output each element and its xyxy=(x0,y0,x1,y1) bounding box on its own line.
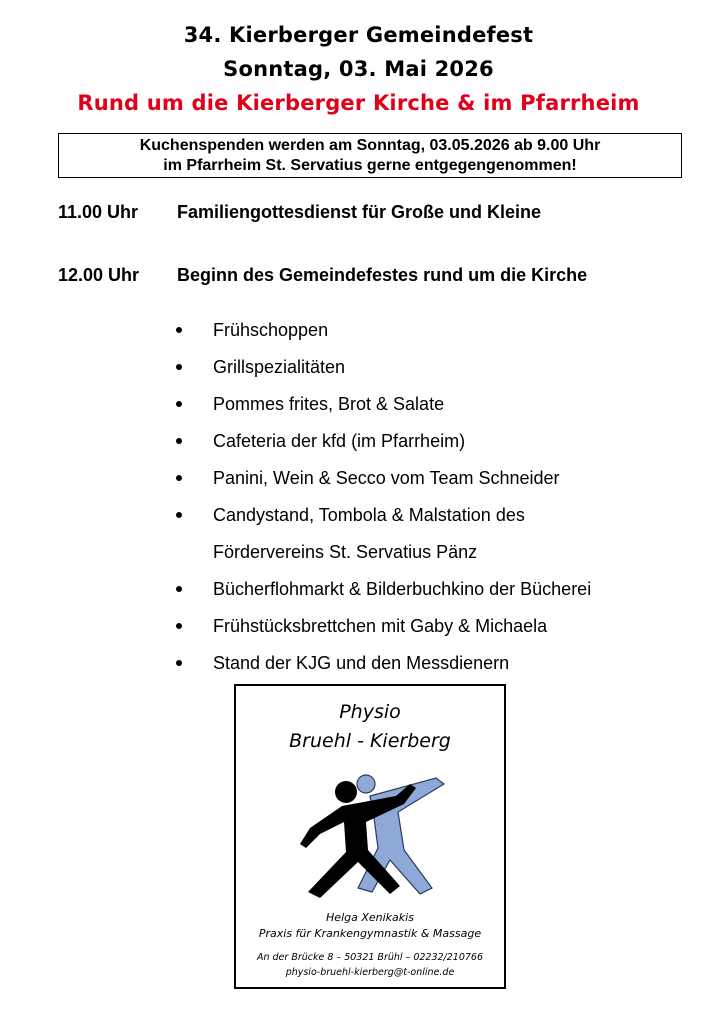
list-item: Cafeteria der kfd (im Pfarrheim) xyxy=(0,423,717,460)
bullet-icon xyxy=(176,623,182,629)
two-figures-icon xyxy=(286,770,456,900)
bullet-icon xyxy=(176,586,182,592)
list-item: Candystand, Tombola & Malstation des xyxy=(0,497,717,534)
list-item: Frühschoppen xyxy=(0,312,717,349)
bullet-icon xyxy=(176,438,182,444)
list-item: Bücherflohmarkt & Bilderbuchkino der Bücherei xyxy=(0,571,717,608)
bullet-icon xyxy=(176,401,182,407)
logo-owner: Helga Xenikakis Praxis für Krankengymnastik & Massage xyxy=(258,911,482,940)
logo-title: Physio Bruehl - Kierberg xyxy=(289,701,451,752)
bullet-icon xyxy=(176,475,182,481)
event-location: Rund um die Kierberger Kirche & im Pfarrheim xyxy=(77,91,640,115)
schedule-description: Beginn des Gemeindefestes rund um die Kirche xyxy=(177,265,588,285)
list-item: Panini, Wein & Secco vom Team Schneider xyxy=(0,460,717,497)
event-header xyxy=(0,18,717,120)
list-item-continuation: Fördervereins St. Servatius Pänz xyxy=(213,542,478,562)
logo-contact: An der Brücke 8 – 50321 Brühl – 02232/210766 physio-bruehl-kierberg@t-online.de xyxy=(256,952,484,978)
notice-line-2: im Pfarrheim St. Servatius gerne entgegengenommen! xyxy=(163,157,577,174)
notice-line-1: Kuchenspenden werden am Sonntag, 03.05.2026 ab 9.00 Uhr xyxy=(139,137,601,154)
list-item: Grillspezialitäten xyxy=(0,349,717,386)
schedule-time: 11.00 Uhr xyxy=(58,202,139,222)
schedule-time: 12.00 Uhr xyxy=(58,265,140,285)
list-item: Pommes frites, Brot & Salate xyxy=(0,386,717,423)
bullet-icon xyxy=(176,364,182,370)
bullet-icon xyxy=(176,660,182,666)
bullet-icon xyxy=(176,327,182,333)
list-item: Frühstücksbrettchen mit Gaby & Michaela xyxy=(0,608,717,645)
event-title: 34. Kierberger Gemeindefest xyxy=(183,23,534,47)
schedule-description: Familiengottesdienst für Große und Kleine xyxy=(177,202,542,222)
sponsor-logo xyxy=(234,684,506,989)
list-item: Stand der KJG und den Messdienern xyxy=(0,645,717,682)
cake-donation-notice xyxy=(58,133,682,178)
event-date: Sonntag, 03. Mai 2026 xyxy=(223,57,494,81)
bullet-icon xyxy=(176,512,182,518)
activity-list xyxy=(0,312,717,682)
